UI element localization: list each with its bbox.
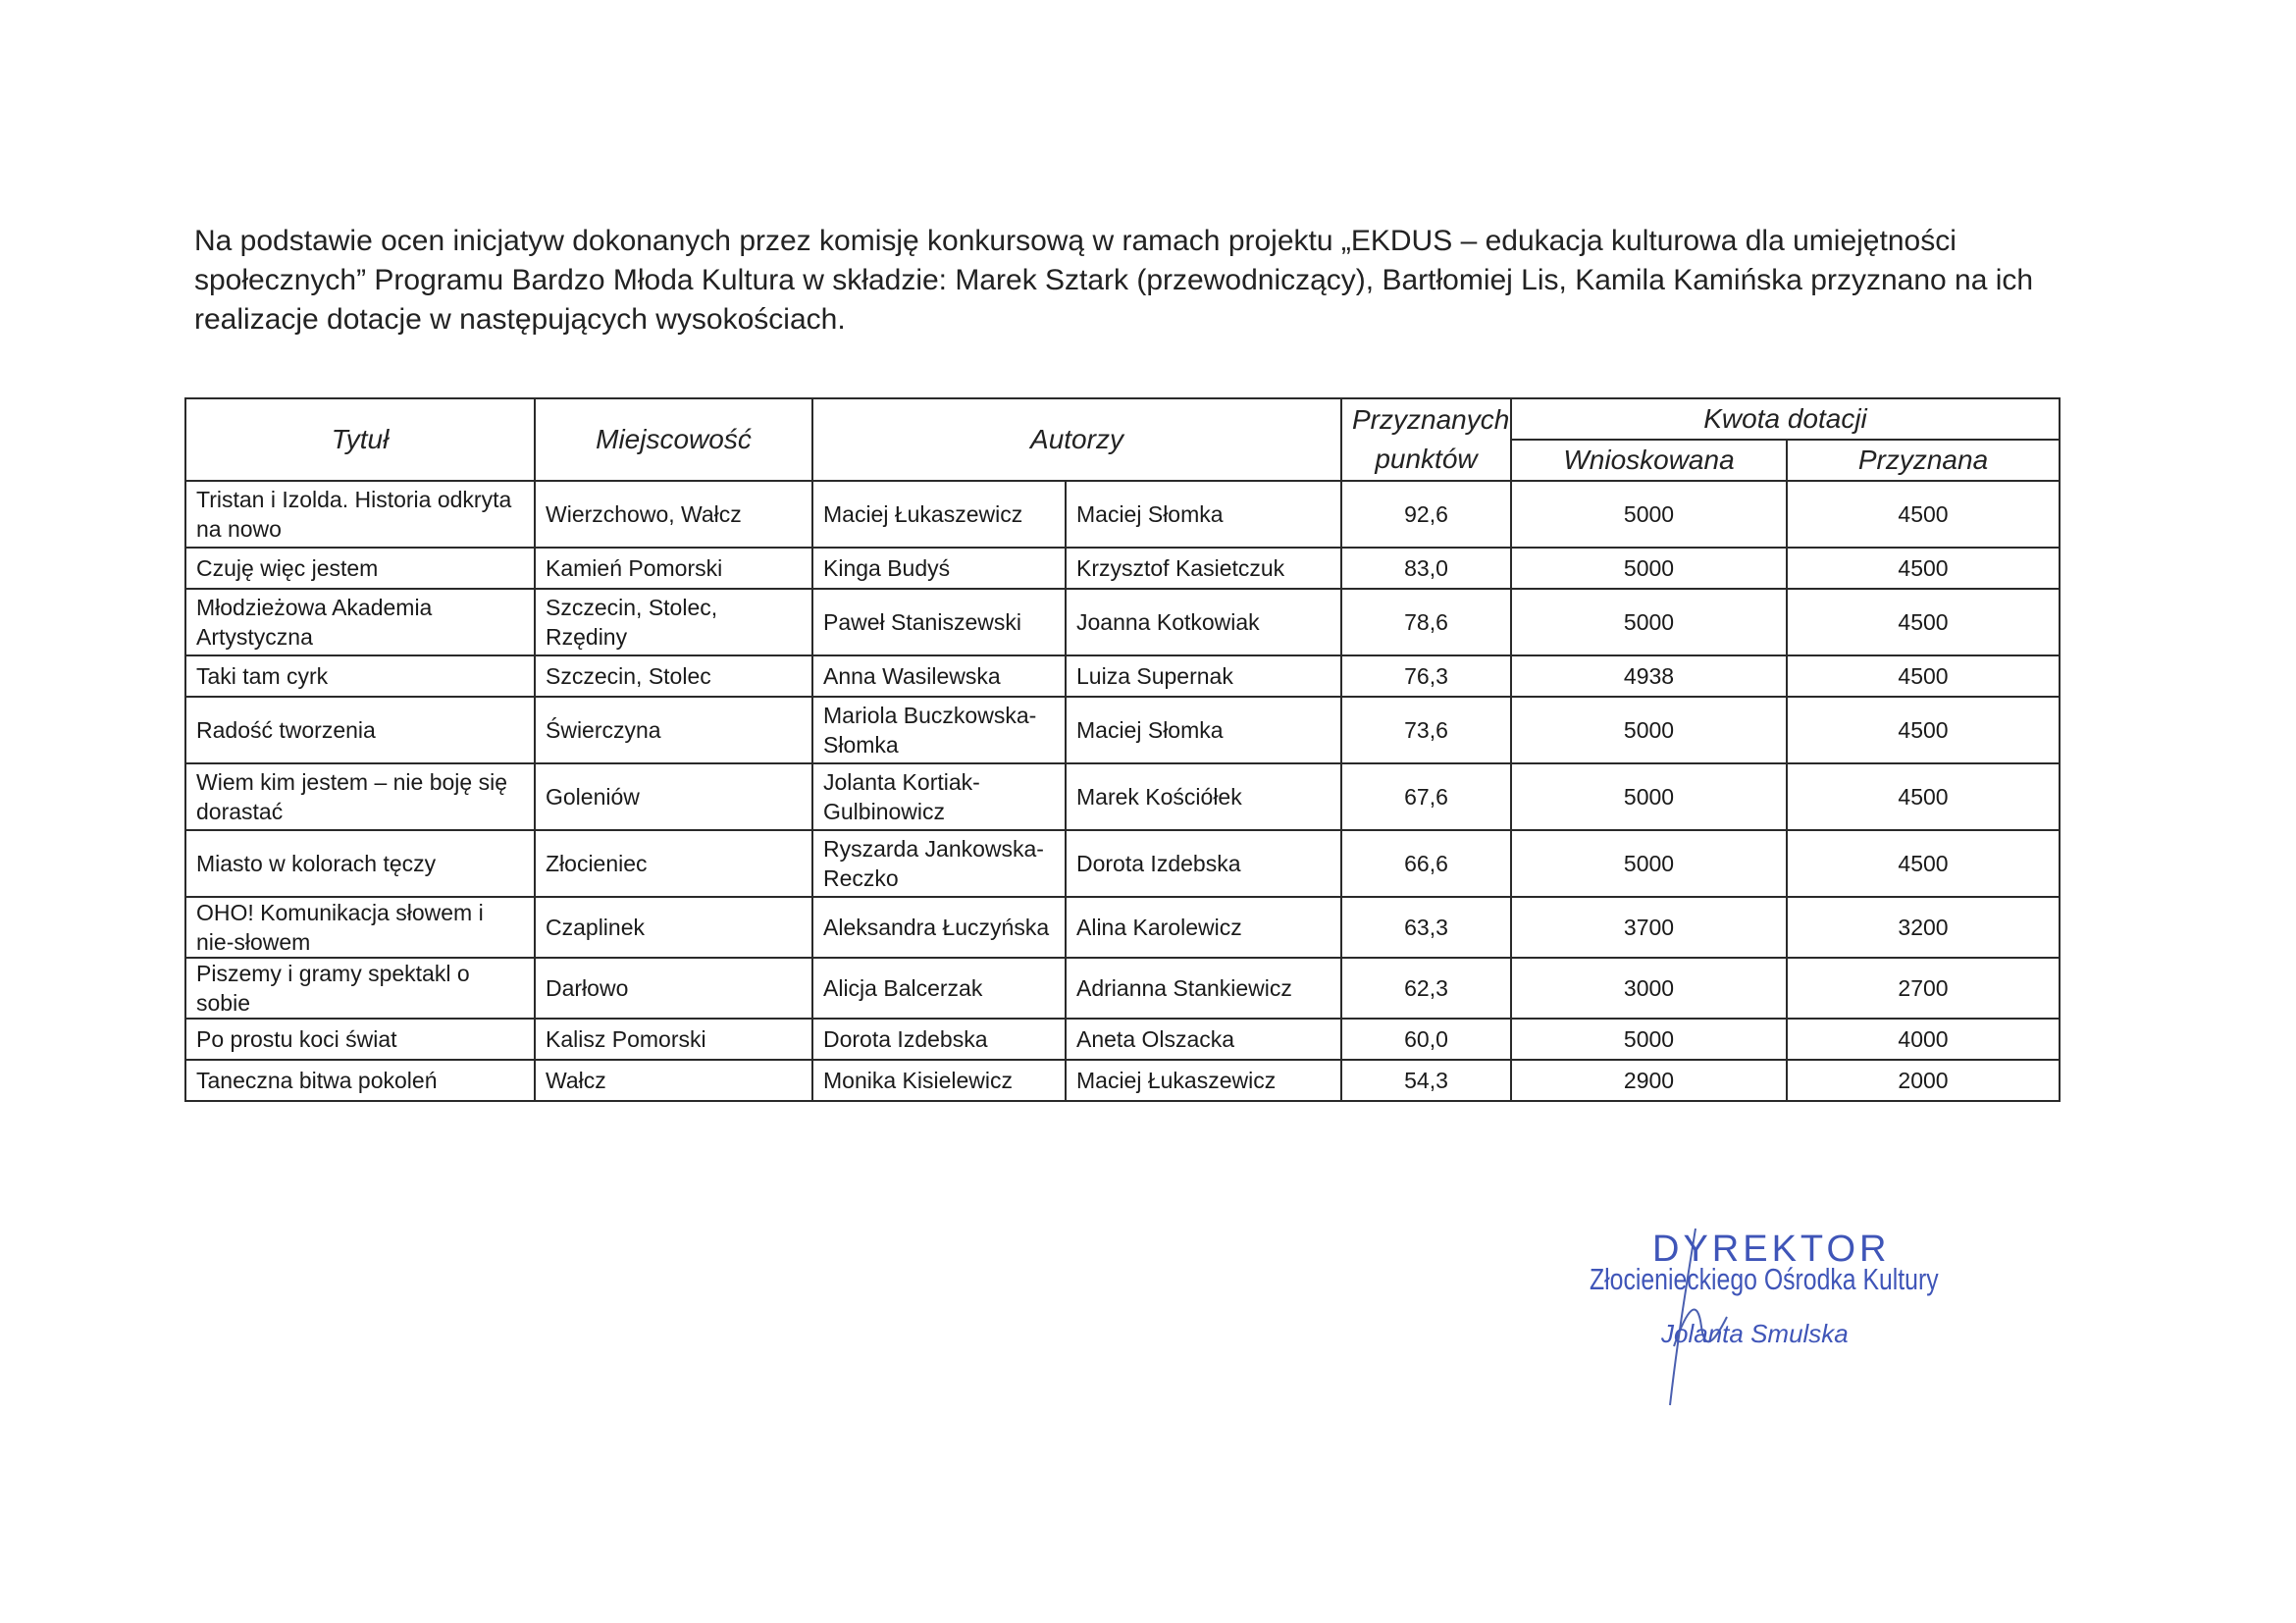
cell-title: Radość tworzenia (185, 697, 535, 763)
cell-granted-amount: 4500 (1787, 481, 2060, 548)
cell-place: Świerczyna (535, 697, 812, 763)
cell-requested-amount: 5000 (1511, 1019, 1787, 1060)
cell-author-2: Luiza Supernak (1066, 655, 1341, 697)
cell-author-2: Maciej Słomka (1066, 481, 1341, 548)
cell-points: 92,6 (1341, 481, 1511, 548)
table-row (185, 830, 2060, 897)
grants-table-body (185, 481, 2060, 1101)
cell-title: OHO! Komunikacja słowem i nie-słowem (185, 897, 535, 958)
table-row (185, 1019, 2060, 1060)
cell-place: Kamień Pomorski (535, 548, 812, 589)
cell-requested-amount: 3700 (1511, 897, 1787, 958)
cell-points: 54,3 (1341, 1060, 1511, 1101)
cell-author-1: Jolanta Kortiak-Gulbinowicz (812, 763, 1066, 830)
cell-author-1: Monika Kisielewicz (812, 1060, 1066, 1101)
cell-requested-amount: 5000 (1511, 763, 1787, 830)
header-points: Przyznanych punktów (1341, 398, 1511, 481)
cell-requested-amount: 5000 (1511, 697, 1787, 763)
cell-place: Szczecin, Stolec, Rzędiny (535, 589, 812, 655)
cell-requested-amount: 5000 (1511, 548, 1787, 589)
cell-author-2: Maciej Łukaszewicz (1066, 1060, 1341, 1101)
stamp-name: Jolanta Smulska (1661, 1319, 1849, 1348)
intro-paragraph: Na podstawie ocen inicjatyw dokonanych przez komisję konkursową w ramach projektu „EKDUS – edukacja kulturowa dla umiejętności społecznych” Programu Bardzo Młoda Kultura w składzie: Marek Sztark (przewodniczący), Bartłomiej Lis, Kamila Kamińska przyznano na ich realizacje dotacje w następujących wysokościach. (194, 225, 2034, 336)
table-row (185, 1060, 2060, 1101)
cell-points: 62,3 (1341, 958, 1511, 1019)
cell-author-1: Mariola Buczkowska-Słomka (812, 697, 1066, 763)
cell-author-2: Marek Kościółek (1066, 763, 1341, 830)
cell-author-2: Dorota Izdebska (1066, 830, 1341, 897)
cell-author-2: Adrianna Stankiewicz (1066, 958, 1341, 1019)
header-grant: Kwota dotacji (1511, 398, 2060, 440)
header-title: Tytuł (185, 398, 535, 481)
cell-title: Taneczna bitwa pokoleń (185, 1060, 535, 1101)
cell-author-2: Krzysztof Kasietczuk (1066, 548, 1341, 589)
cell-granted-amount: 4000 (1787, 1019, 2060, 1060)
cell-requested-amount: 5000 (1511, 481, 1787, 548)
cell-place: Szczecin, Stolec (535, 655, 812, 697)
cell-points: 83,0 (1341, 548, 1511, 589)
table-row (185, 763, 2060, 830)
cell-author-1: Maciej Łukaszewicz (812, 481, 1066, 548)
cell-title: Piszemy i gramy spektakl o sobie (185, 958, 535, 1019)
cell-title: Młodzieżowa Akademia Artystyczna (185, 589, 535, 655)
cell-place: Goleniów (535, 763, 812, 830)
cell-place: Darłowo (535, 958, 812, 1019)
cell-title: Miasto w kolorach tęczy (185, 830, 535, 897)
cell-place: Wierzchowo, Wałcz (535, 481, 812, 548)
cell-points: 67,6 (1341, 763, 1511, 830)
cell-title: Czuję więc jestem (185, 548, 535, 589)
table-row (185, 481, 2060, 548)
table-row (185, 897, 2060, 958)
cell-author-1: Anna Wasilewska (812, 655, 1066, 697)
cell-requested-amount: 4938 (1511, 655, 1787, 697)
cell-title: Wiem kim jestem – nie boję się dorastać (185, 763, 535, 830)
director-stamp (1580, 1229, 1972, 1405)
cell-title: Taki tam cyrk (185, 655, 535, 697)
cell-granted-amount: 4500 (1787, 655, 2060, 697)
cell-requested-amount: 2900 (1511, 1060, 1787, 1101)
cell-points: 60,0 (1341, 1019, 1511, 1060)
cell-granted-amount: 4500 (1787, 548, 2060, 589)
cell-granted-amount: 3200 (1787, 897, 2060, 958)
cell-granted-amount: 4500 (1787, 830, 2060, 897)
cell-points: 73,6 (1341, 697, 1511, 763)
table-row (185, 655, 2060, 697)
cell-author-1: Aleksandra Łuczyńska (812, 897, 1066, 958)
table-row (185, 697, 2060, 763)
cell-place: Wałcz (535, 1060, 812, 1101)
cell-place: Złocieniec (535, 830, 812, 897)
cell-granted-amount: 4500 (1787, 763, 2060, 830)
cell-author-2: Joanna Kotkowiak (1066, 589, 1341, 655)
cell-author-2: Aneta Olszacka (1066, 1019, 1341, 1060)
cell-place: Kalisz Pomorski (535, 1019, 812, 1060)
table-row (185, 548, 2060, 589)
header-authors: Autorzy (812, 398, 1341, 481)
cell-requested-amount: 5000 (1511, 830, 1787, 897)
stamp-institution: Złocienieckiego Ośrodka Kultury (1590, 1262, 1939, 1296)
grants-table (184, 397, 2061, 1102)
cell-points: 63,3 (1341, 897, 1511, 958)
cell-author-1: Alicja Balcerzak (812, 958, 1066, 1019)
cell-granted-amount: 2000 (1787, 1060, 2060, 1101)
cell-requested-amount: 3000 (1511, 958, 1787, 1019)
cell-author-1: Paweł Staniszewski (812, 589, 1066, 655)
cell-points: 66,6 (1341, 830, 1511, 897)
cell-granted-amount: 2700 (1787, 958, 2060, 1019)
cell-place: Czaplinek (535, 897, 812, 958)
cell-granted-amount: 4500 (1787, 697, 2060, 763)
table-row (185, 958, 2060, 1019)
cell-requested-amount: 5000 (1511, 589, 1787, 655)
cell-title: Tristan i Izolda. Historia odkryta na nowo (185, 481, 535, 548)
cell-author-1: Ryszarda Jankowska-Reczko (812, 830, 1066, 897)
cell-author-1: Dorota Izdebska (812, 1019, 1066, 1060)
cell-author-2: Alina Karolewicz (1066, 897, 1341, 958)
cell-points: 78,6 (1341, 589, 1511, 655)
cell-title: Po prostu koci świat (185, 1019, 535, 1060)
header-requested: Wnioskowana (1511, 440, 1787, 481)
cell-author-2: Maciej Słomka (1066, 697, 1341, 763)
cell-granted-amount: 4500 (1787, 589, 2060, 655)
cell-points: 76,3 (1341, 655, 1511, 697)
header-place: Miejscowość (535, 398, 812, 481)
header-granted: Przyznana (1787, 440, 2060, 481)
cell-author-1: Kinga Budyś (812, 548, 1066, 589)
table-row (185, 589, 2060, 655)
stamp-title: DYREKTOR (1652, 1229, 1891, 1270)
